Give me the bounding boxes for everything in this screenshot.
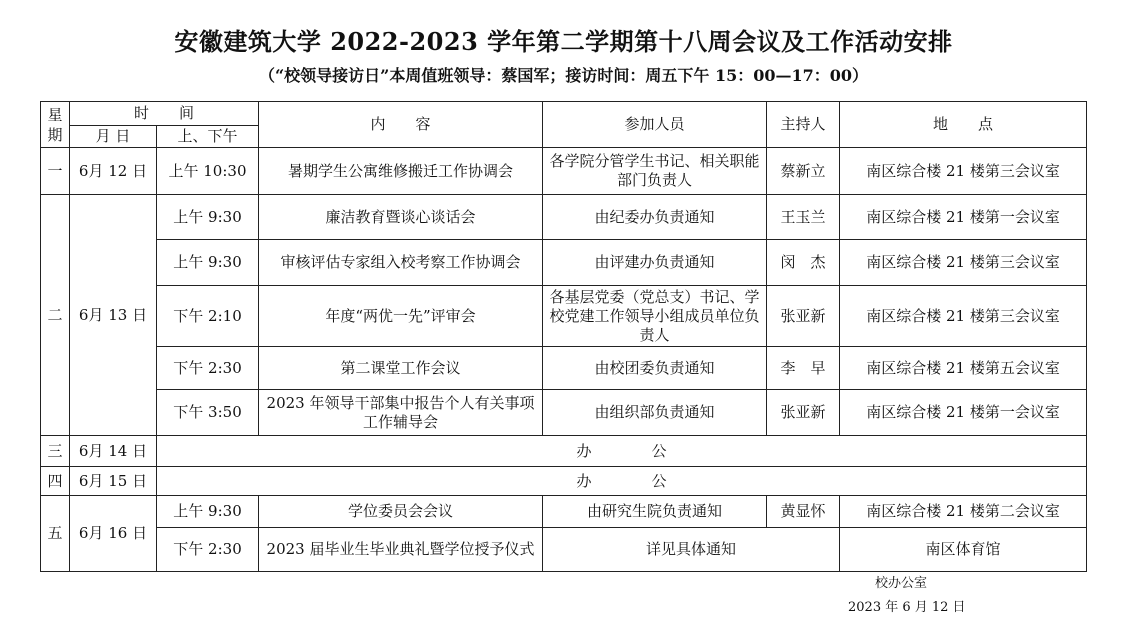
host-cell: 闵 杰 [767,240,840,286]
time-cell: 下午 2:10 [157,286,259,347]
content-cell: 廉洁教育暨谈心谈话会 [259,195,543,240]
participants-cell: 由纪委办负责通知 [543,195,767,240]
time-cell: 下午 2:30 [157,347,259,390]
table-row [41,195,1087,240]
time-cell: 下午 2:30 [157,528,259,572]
office-note-cell: 办 公 [157,467,1087,496]
table-row [41,496,1087,528]
participants-cell: 由组织部负责通知 [543,390,767,436]
location-cell: 南区综合楼 21 楼第二会议室 [840,496,1087,528]
host-cell: 李 早 [767,347,840,390]
time-cell: 上午 9:30 [157,195,259,240]
content-cell: 2023 届毕业生毕业典礼暨学位授予仪式 [259,528,543,572]
date-cell: 6月 15 日 [70,467,157,496]
content-cell: 年度“两优一先”评审会 [259,286,543,347]
host-cell: 王玉兰 [767,195,840,240]
location-cell: 南区综合楼 21 楼第一会议室 [840,195,1087,240]
weekday-cell: 四 [41,467,70,496]
content-cell: 第二课堂工作会议 [259,347,543,390]
time-cell: 下午 3:50 [157,390,259,436]
time-cell: 上午 10:30 [157,148,259,195]
table-row [41,436,1087,467]
participants-cell: 由校团委负责通知 [543,347,767,390]
weekday-cell: 二 [41,195,70,436]
weekday-cell: 五 [41,496,70,572]
table-row [41,528,1087,572]
content-cell: 2023 年领导干部集中报告个人有关事项工作辅导会 [259,390,543,436]
table-row [41,390,1087,436]
table-row [41,148,1087,195]
location-cell: 南区综合楼 21 楼第一会议室 [840,390,1087,436]
location-cell: 南区综合楼 21 楼第三会议室 [840,240,1087,286]
content-cell: 暑期学生公寓维修搬迁工作协调会 [259,148,543,195]
location-cell: 南区综合楼 21 楼第五会议室 [840,347,1087,390]
participants-cell: 由评建办负责通知 [543,240,767,286]
header-content: 内 容 [259,102,543,148]
issuer-office: 校办公室 [875,576,928,591]
header-row [41,102,1087,126]
participants-cell: 各学院分管学生书记、相关职能部门负责人 [543,148,767,195]
header-weekday [41,102,70,148]
header-location: 地 点 [840,102,1087,148]
weekday-cell: 三 [41,436,70,467]
content-cell: 学位委员会会议 [259,496,543,528]
issue-date: 2023 年 6 月 12 日 [848,600,966,615]
date-cell: 6月 12 日 [70,148,157,195]
table-row [41,286,1087,347]
header-date: 月 日 [70,126,157,148]
table-row [41,240,1087,286]
participants-cell: 详见具体通知 [543,528,840,572]
header-ampm: 上、下午 [157,126,259,148]
date-cell: 6月 16 日 [70,496,157,572]
table-row [41,347,1087,390]
host-cell: 蔡新立 [767,148,840,195]
table-row [41,467,1087,496]
content-cell: 审核评估专家组入校考察工作协调会 [259,240,543,286]
participants-cell: 各基层党委（党总支）书记、学校党建工作领导小组成员单位负责人 [543,286,767,347]
header-host: 主持人 [767,102,840,148]
host-cell: 张亚新 [767,390,840,436]
location-cell: 南区综合楼 21 楼第三会议室 [840,148,1087,195]
page-subtitle: （“校领导接访日”本周值班领导：蔡国军；接访时间：周五下午 15：00—17：00） [258,66,869,85]
header-weekday-label: 星期 [47,105,63,144]
date-cell: 6月 14 日 [70,436,157,467]
header-participants: 参加人员 [543,102,767,148]
participants-cell: 由研究生院负责通知 [543,496,767,528]
schedule-table [40,101,1087,572]
page-title: 安徽建筑大学 2022-2023 学年第二学期第十八周会议及工作活动安排 [174,27,953,56]
header-time: 时 间 [70,102,259,126]
office-note-cell: 办 公 [157,436,1087,467]
host-cell: 张亚新 [767,286,840,347]
host-cell: 黄显怀 [767,496,840,528]
date-cell: 6月 13 日 [70,195,157,436]
time-cell: 上午 9:30 [157,496,259,528]
time-cell: 上午 9:30 [157,240,259,286]
location-cell: 南区体育馆 [840,528,1087,572]
weekday-cell: 一 [41,148,70,195]
location-cell: 南区综合楼 21 楼第三会议室 [840,286,1087,347]
